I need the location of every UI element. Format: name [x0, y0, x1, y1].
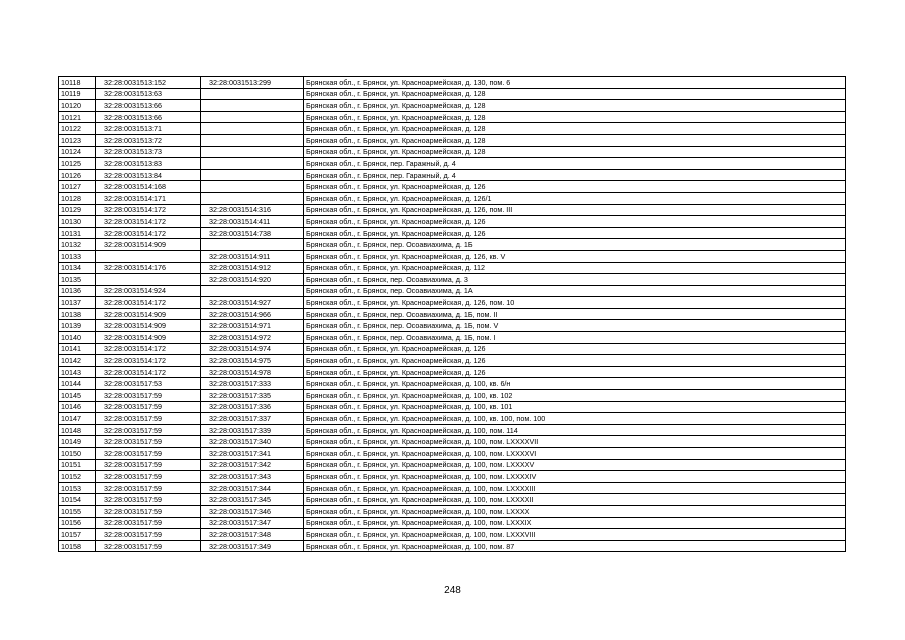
row-number-cell: 10150 — [59, 448, 96, 460]
cadastral-number-cell: 32:28:0031514:171 — [96, 192, 201, 204]
address-cell: Брянская обл., г. Брянск, пер. Осоавиахима, д. 3 — [304, 274, 846, 286]
object-number-cell: 32:28:0031517:342 — [201, 459, 304, 471]
object-number-cell: 32:28:0031517:343 — [201, 471, 304, 483]
cadastral-number-cell: 32:28:0031514:172 — [96, 297, 201, 309]
row-number-cell: 10120 — [59, 100, 96, 112]
cadastral-number-cell: 32:28:0031513:63 — [96, 88, 201, 100]
row-number-cell: 10131 — [59, 227, 96, 239]
row-number-cell: 10145 — [59, 390, 96, 402]
cadastral-number-cell: 32:28:0031514:172 — [96, 355, 201, 367]
table-row — [59, 505, 846, 517]
address-cell: Брянская обл., г. Брянск, ул. Красноармейская, д. 100, пом. LXXXVIII — [304, 529, 846, 541]
address-cell: Брянская обл., г. Брянск, ул. Красноармейская, д. 100, кв. 102 — [304, 390, 846, 402]
cadastral-number-cell: 32:28:0031514:909 — [96, 239, 201, 251]
row-number-cell: 10147 — [59, 413, 96, 425]
cadastral-number-cell: 32:28:0031514:909 — [96, 320, 201, 332]
address-cell: Брянская обл., г. Брянск, ул. Красноармейская, д. 100, пом. 87 — [304, 540, 846, 552]
table-row — [59, 401, 846, 413]
cadastral-number-cell: 32:28:0031517:59 — [96, 482, 201, 494]
row-number-cell: 10155 — [59, 505, 96, 517]
address-cell: Брянская обл., г. Брянск, ул. Красноармейская, д. 100, пом. LXXXIX — [304, 517, 846, 529]
object-number-cell: 32:28:0031514:966 — [201, 308, 304, 320]
object-number-cell: 32:28:0031513:299 — [201, 77, 304, 89]
table-row — [59, 123, 846, 135]
cadastral-number-cell — [96, 250, 201, 262]
object-number-cell — [201, 134, 304, 146]
cadastral-number-cell: 32:28:0031517:59 — [96, 459, 201, 471]
address-cell: Брянская обл., г. Брянск, ул. Красноармейская, д. 112 — [304, 262, 846, 274]
address-cell: Брянская обл., г. Брянск, ул. Красноармейская, д. 128 — [304, 123, 846, 135]
row-number-cell: 10121 — [59, 111, 96, 123]
address-cell: Брянская обл., г. Брянск, ул. Красноармейская, д. 126 — [304, 227, 846, 239]
object-number-cell: 32:28:0031517:336 — [201, 401, 304, 413]
row-number-cell: 10139 — [59, 320, 96, 332]
address-cell: Брянская обл., г. Брянск, ул. Красноармейская, д. 100, пом. LXXXXVI — [304, 448, 846, 460]
address-cell: Брянская обл., г. Брянск, ул. Красноармейская, д. 128 — [304, 111, 846, 123]
cadastral-number-cell: 32:28:0031514:909 — [96, 332, 201, 344]
address-cell: Брянская обл., г. Брянск, пер. Осоавиахима, д. 1Б, пом. II — [304, 308, 846, 320]
cadastral-number-cell: 32:28:0031517:59 — [96, 540, 201, 552]
table-row — [59, 471, 846, 483]
table-row — [59, 355, 846, 367]
object-number-cell: 32:28:0031517:344 — [201, 482, 304, 494]
address-cell: Брянская обл., г. Брянск, пер. Осоавиахима, д. 1Б, пом. V — [304, 320, 846, 332]
address-cell: Брянская обл., г. Брянск, ул. Красноармейская, д. 130, пом. 6 — [304, 77, 846, 89]
cadastral-number-cell: 32:28:0031513:71 — [96, 123, 201, 135]
row-number-cell: 10156 — [59, 517, 96, 529]
address-cell: Брянская обл., г. Брянск, пер. Осоавиахима, д. 1Б, пом. I — [304, 332, 846, 344]
address-cell: Брянская обл., г. Брянск, ул. Красноармейская, д. 100, пом. 114 — [304, 424, 846, 436]
table-row — [59, 88, 846, 100]
table-row — [59, 169, 846, 181]
object-number-cell — [201, 146, 304, 158]
cadastral-number-cell: 32:28:0031514:924 — [96, 285, 201, 297]
table-row — [59, 274, 846, 286]
cadastral-number-cell: 32:28:0031514:172 — [96, 343, 201, 355]
address-cell: Брянская обл., г. Брянск, ул. Красноармейская, д. 126 — [304, 343, 846, 355]
address-cell: Брянская обл., г. Брянск, пер. Осоавиахима, д. 1А — [304, 285, 846, 297]
object-number-cell: 32:28:0031517:346 — [201, 505, 304, 517]
row-number-cell: 10126 — [59, 169, 96, 181]
object-number-cell: 32:28:0031517:337 — [201, 413, 304, 425]
table-row — [59, 482, 846, 494]
cadastral-number-cell: 32:28:0031513:152 — [96, 77, 201, 89]
object-number-cell — [201, 169, 304, 181]
table-row — [59, 227, 846, 239]
object-number-cell: 32:28:0031514:920 — [201, 274, 304, 286]
table-row — [59, 494, 846, 506]
row-number-cell: 10158 — [59, 540, 96, 552]
table-body — [59, 77, 846, 552]
cadastral-number-cell: 32:28:0031513:72 — [96, 134, 201, 146]
address-cell: Брянская обл., г. Брянск, ул. Красноармейская, д. 126 — [304, 355, 846, 367]
object-number-cell: 32:28:0031514:975 — [201, 355, 304, 367]
cadastral-number-cell: 32:28:0031517:59 — [96, 494, 201, 506]
cadastral-number-cell: 32:28:0031514:172 — [96, 227, 201, 239]
row-number-cell: 10141 — [59, 343, 96, 355]
row-number-cell: 10118 — [59, 77, 96, 89]
object-number-cell: 32:28:0031514:316 — [201, 204, 304, 216]
cadastral-number-cell: 32:28:0031517:53 — [96, 378, 201, 390]
object-number-cell — [201, 123, 304, 135]
address-cell: Брянская обл., г. Брянск, ул. Красноармейская, д. 126/1 — [304, 192, 846, 204]
row-number-cell: 10134 — [59, 262, 96, 274]
object-number-cell: 32:28:0031514:912 — [201, 262, 304, 274]
cadastral-number-cell: 32:28:0031513:66 — [96, 100, 201, 112]
address-cell: Брянская обл., г. Брянск, ул. Красноармейская, д. 100, пом. LXXXXV — [304, 459, 846, 471]
table-row — [59, 239, 846, 251]
cadastral-number-cell: 32:28:0031517:59 — [96, 517, 201, 529]
address-cell: Брянская обл., г. Брянск, ул. Красноармейская, д. 100, пом. LXXXXVII — [304, 436, 846, 448]
table-row — [59, 320, 846, 332]
address-cell: Брянская обл., г. Брянск, ул. Красноармейская, д. 100, пом. LXXXXII — [304, 494, 846, 506]
table-row — [59, 262, 846, 274]
address-cell: Брянская обл., г. Брянск, пер. Осоавиахима, д. 1Б — [304, 239, 846, 251]
address-cell: Брянская обл., г. Брянск, пер. Гаражный, д. 4 — [304, 158, 846, 170]
address-cell: Брянская обл., г. Брянск, ул. Красноармейская, д. 128 — [304, 134, 846, 146]
cadastral-number-cell: 32:28:0031513:83 — [96, 158, 201, 170]
row-number-cell: 10148 — [59, 424, 96, 436]
address-cell: Брянская обл., г. Брянск, ул. Красноармейская, д. 100, кв. 101 — [304, 401, 846, 413]
table-row — [59, 529, 846, 541]
address-cell: Брянская обл., г. Брянск, ул. Красноармейская, д. 126 — [304, 216, 846, 228]
table-row — [59, 100, 846, 112]
cadastral-number-cell: 32:28:0031517:59 — [96, 413, 201, 425]
address-cell: Брянская обл., г. Брянск, ул. Красноармейская, д. 128 — [304, 146, 846, 158]
table-row — [59, 204, 846, 216]
table-row — [59, 111, 846, 123]
cadastral-number-cell: 32:28:0031517:59 — [96, 471, 201, 483]
address-cell: Брянская обл., г. Брянск, ул. Красноармейская, д. 126 — [304, 366, 846, 378]
object-number-cell: 32:28:0031514:927 — [201, 297, 304, 309]
cadastral-number-cell: 32:28:0031514:168 — [96, 181, 201, 193]
cadastral-number-cell: 32:28:0031517:59 — [96, 401, 201, 413]
address-cell: Брянская обл., г. Брянск, ул. Красноармейская, д. 100, пом. LXXXX — [304, 505, 846, 517]
registry-table — [58, 76, 846, 552]
row-number-cell: 10132 — [59, 239, 96, 251]
cadastral-number-cell — [96, 274, 201, 286]
object-number-cell: 32:28:0031514:738 — [201, 227, 304, 239]
row-number-cell: 10151 — [59, 459, 96, 471]
cadastral-number-cell: 32:28:0031514:172 — [96, 216, 201, 228]
table-row — [59, 285, 846, 297]
cadastral-number-cell: 32:28:0031514:176 — [96, 262, 201, 274]
row-number-cell: 10128 — [59, 192, 96, 204]
address-cell: Брянская обл., г. Брянск, ул. Красноармейская, д. 128 — [304, 88, 846, 100]
table-row — [59, 517, 846, 529]
object-number-cell: 32:28:0031514:911 — [201, 250, 304, 262]
cadastral-number-cell: 32:28:0031513:66 — [96, 111, 201, 123]
table-row — [59, 192, 846, 204]
cadastral-number-cell: 32:28:0031514:172 — [96, 366, 201, 378]
table-row — [59, 332, 846, 344]
table-row — [59, 540, 846, 552]
address-cell: Брянская обл., г. Брянск, ул. Красноармейская, д. 126, пом. 10 — [304, 297, 846, 309]
row-number-cell: 10152 — [59, 471, 96, 483]
object-number-cell: 32:28:0031517:341 — [201, 448, 304, 460]
row-number-cell: 10127 — [59, 181, 96, 193]
cadastral-number-cell: 32:28:0031514:172 — [96, 204, 201, 216]
row-number-cell: 10119 — [59, 88, 96, 100]
table-row — [59, 366, 846, 378]
object-number-cell — [201, 100, 304, 112]
row-number-cell: 10149 — [59, 436, 96, 448]
row-number-cell: 10144 — [59, 378, 96, 390]
address-cell: Брянская обл., г. Брянск, ул. Красноармейская, д. 126, кв. V — [304, 250, 846, 262]
object-number-cell — [201, 239, 304, 251]
object-number-cell: 32:28:0031514:974 — [201, 343, 304, 355]
address-cell: Брянская обл., г. Брянск, ул. Красноармейская, д. 126, пом. III — [304, 204, 846, 216]
cadastral-number-cell: 32:28:0031513:73 — [96, 146, 201, 158]
object-number-cell — [201, 181, 304, 193]
cadastral-number-cell: 32:28:0031514:909 — [96, 308, 201, 320]
row-number-cell: 10122 — [59, 123, 96, 135]
table-row — [59, 459, 846, 471]
row-number-cell: 10143 — [59, 366, 96, 378]
cadastral-number-cell: 32:28:0031517:59 — [96, 436, 201, 448]
object-number-cell — [201, 158, 304, 170]
object-number-cell: 32:28:0031517:333 — [201, 378, 304, 390]
address-cell: Брянская обл., г. Брянск, ул. Красноармейская, д. 128 — [304, 100, 846, 112]
row-number-cell: 10137 — [59, 297, 96, 309]
address-cell: Брянская обл., г. Брянск, ул. Красноармейская, д. 100, пом. LXXXXIII — [304, 482, 846, 494]
page-number: 248 — [444, 585, 461, 596]
object-number-cell — [201, 192, 304, 204]
row-number-cell: 10125 — [59, 158, 96, 170]
table-row — [59, 343, 846, 355]
row-number-cell: 10153 — [59, 482, 96, 494]
object-number-cell: 32:28:0031514:978 — [201, 366, 304, 378]
row-number-cell: 10142 — [59, 355, 96, 367]
row-number-cell: 10140 — [59, 332, 96, 344]
row-number-cell: 10123 — [59, 134, 96, 146]
object-number-cell: 32:28:0031514:972 — [201, 332, 304, 344]
cadastral-number-cell: 32:28:0031517:59 — [96, 424, 201, 436]
table-row — [59, 308, 846, 320]
cadastral-number-cell: 32:28:0031513:84 — [96, 169, 201, 181]
object-number-cell: 32:28:0031514:411 — [201, 216, 304, 228]
table-row — [59, 134, 846, 146]
table-row — [59, 448, 846, 460]
object-number-cell: 32:28:0031514:971 — [201, 320, 304, 332]
row-number-cell: 10136 — [59, 285, 96, 297]
object-number-cell — [201, 88, 304, 100]
row-number-cell: 10135 — [59, 274, 96, 286]
table-row — [59, 390, 846, 402]
table-row — [59, 216, 846, 228]
object-number-cell: 32:28:0031517:335 — [201, 390, 304, 402]
row-number-cell: 10124 — [59, 146, 96, 158]
table-row — [59, 77, 846, 89]
table-row — [59, 413, 846, 425]
table-row — [59, 158, 846, 170]
cadastral-number-cell: 32:28:0031517:59 — [96, 529, 201, 541]
cadastral-number-cell: 32:28:0031517:59 — [96, 390, 201, 402]
object-number-cell: 32:28:0031517:340 — [201, 436, 304, 448]
table-row — [59, 250, 846, 262]
address-cell: Брянская обл., г. Брянск, ул. Красноармейская, д. 100, кв. 6/н — [304, 378, 846, 390]
row-number-cell: 10133 — [59, 250, 96, 262]
row-number-cell: 10138 — [59, 308, 96, 320]
object-number-cell: 32:28:0031517:349 — [201, 540, 304, 552]
row-number-cell: 10154 — [59, 494, 96, 506]
table-row — [59, 297, 846, 309]
object-number-cell — [201, 111, 304, 123]
object-number-cell: 32:28:0031517:339 — [201, 424, 304, 436]
address-cell: Брянская обл., г. Брянск, ул. Красноармейская, д. 126 — [304, 181, 846, 193]
row-number-cell: 10146 — [59, 401, 96, 413]
cadastral-number-cell: 32:28:0031517:59 — [96, 505, 201, 517]
table-row — [59, 181, 846, 193]
object-number-cell: 32:28:0031517:347 — [201, 517, 304, 529]
table-row — [59, 146, 846, 158]
address-cell: Брянская обл., г. Брянск, ул. Красноармейская, д. 100, пом. LXXXXIV — [304, 471, 846, 483]
address-cell: Брянская обл., г. Брянск, ул. Красноармейская, д. 100, кв. 100, пом. 100 — [304, 413, 846, 425]
table-row — [59, 378, 846, 390]
row-number-cell: 10157 — [59, 529, 96, 541]
table-row — [59, 436, 846, 448]
object-number-cell: 32:28:0031517:345 — [201, 494, 304, 506]
cadastral-number-cell: 32:28:0031517:59 — [96, 448, 201, 460]
object-number-cell — [201, 285, 304, 297]
row-number-cell: 10129 — [59, 204, 96, 216]
row-number-cell: 10130 — [59, 216, 96, 228]
table-row — [59, 424, 846, 436]
address-cell: Брянская обл., г. Брянск, пер. Гаражный, д. 4 — [304, 169, 846, 181]
object-number-cell: 32:28:0031517:348 — [201, 529, 304, 541]
